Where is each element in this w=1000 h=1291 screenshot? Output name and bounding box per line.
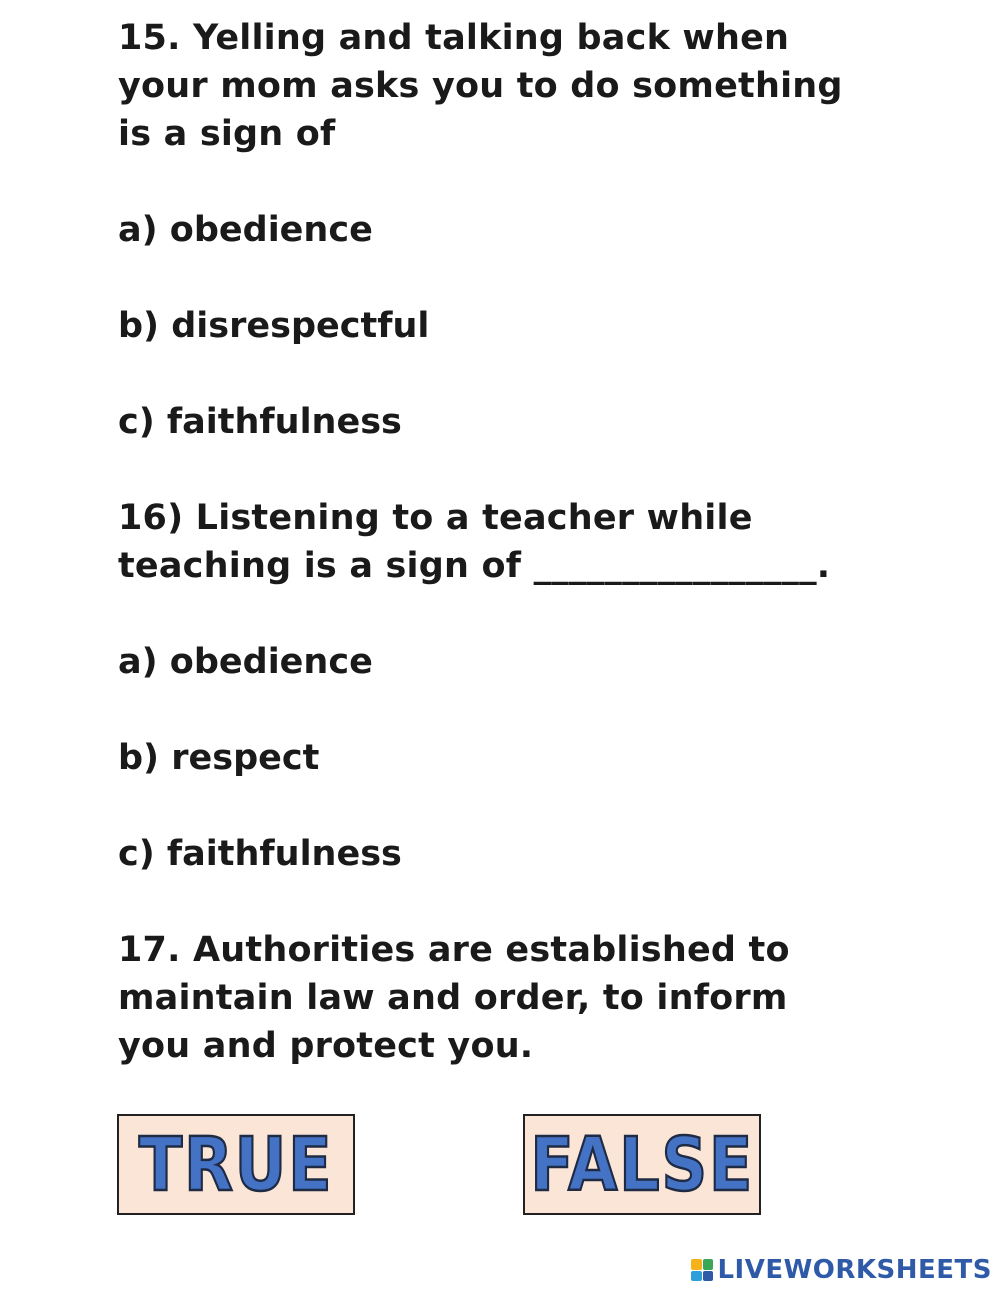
question-17 bbox=[118, 926, 918, 1070]
q16-option-c[interactable]: c) faithfulness bbox=[118, 834, 402, 874]
q15-option-a[interactable]: a) obedience bbox=[118, 210, 373, 250]
true-false-choices bbox=[117, 1114, 761, 1215]
false-button[interactable] bbox=[523, 1114, 761, 1215]
worksheet bbox=[118, 14, 918, 1070]
question-16 bbox=[118, 494, 918, 878]
q16-option-b[interactable]: b) respect bbox=[118, 738, 320, 778]
question-17-text: 17. Authorities are established to maintain law and order, to inform you and protect you. bbox=[118, 930, 790, 1066]
question-16-text: 16) Listening to a teacher while teaching is a sign of ________________. bbox=[118, 498, 831, 586]
true-button[interactable] bbox=[117, 1114, 355, 1215]
q15-option-b[interactable]: b) disrespectful bbox=[118, 306, 430, 346]
liveworksheets-logo bbox=[691, 1255, 992, 1285]
true-label: TRUE bbox=[138, 1121, 334, 1208]
q16-option-a[interactable]: a) obedience bbox=[118, 642, 373, 682]
question-15-text: 15. Yelling and talking back when your mom asks you to do something is a sign of bbox=[118, 18, 843, 154]
false-label: FALSE bbox=[530, 1121, 754, 1208]
question-15 bbox=[118, 14, 918, 446]
brand-name: LIVEWORKSHEETS bbox=[717, 1255, 992, 1285]
q15-option-c[interactable]: c) faithfulness bbox=[118, 402, 402, 442]
liveworksheets-icon bbox=[691, 1259, 713, 1281]
